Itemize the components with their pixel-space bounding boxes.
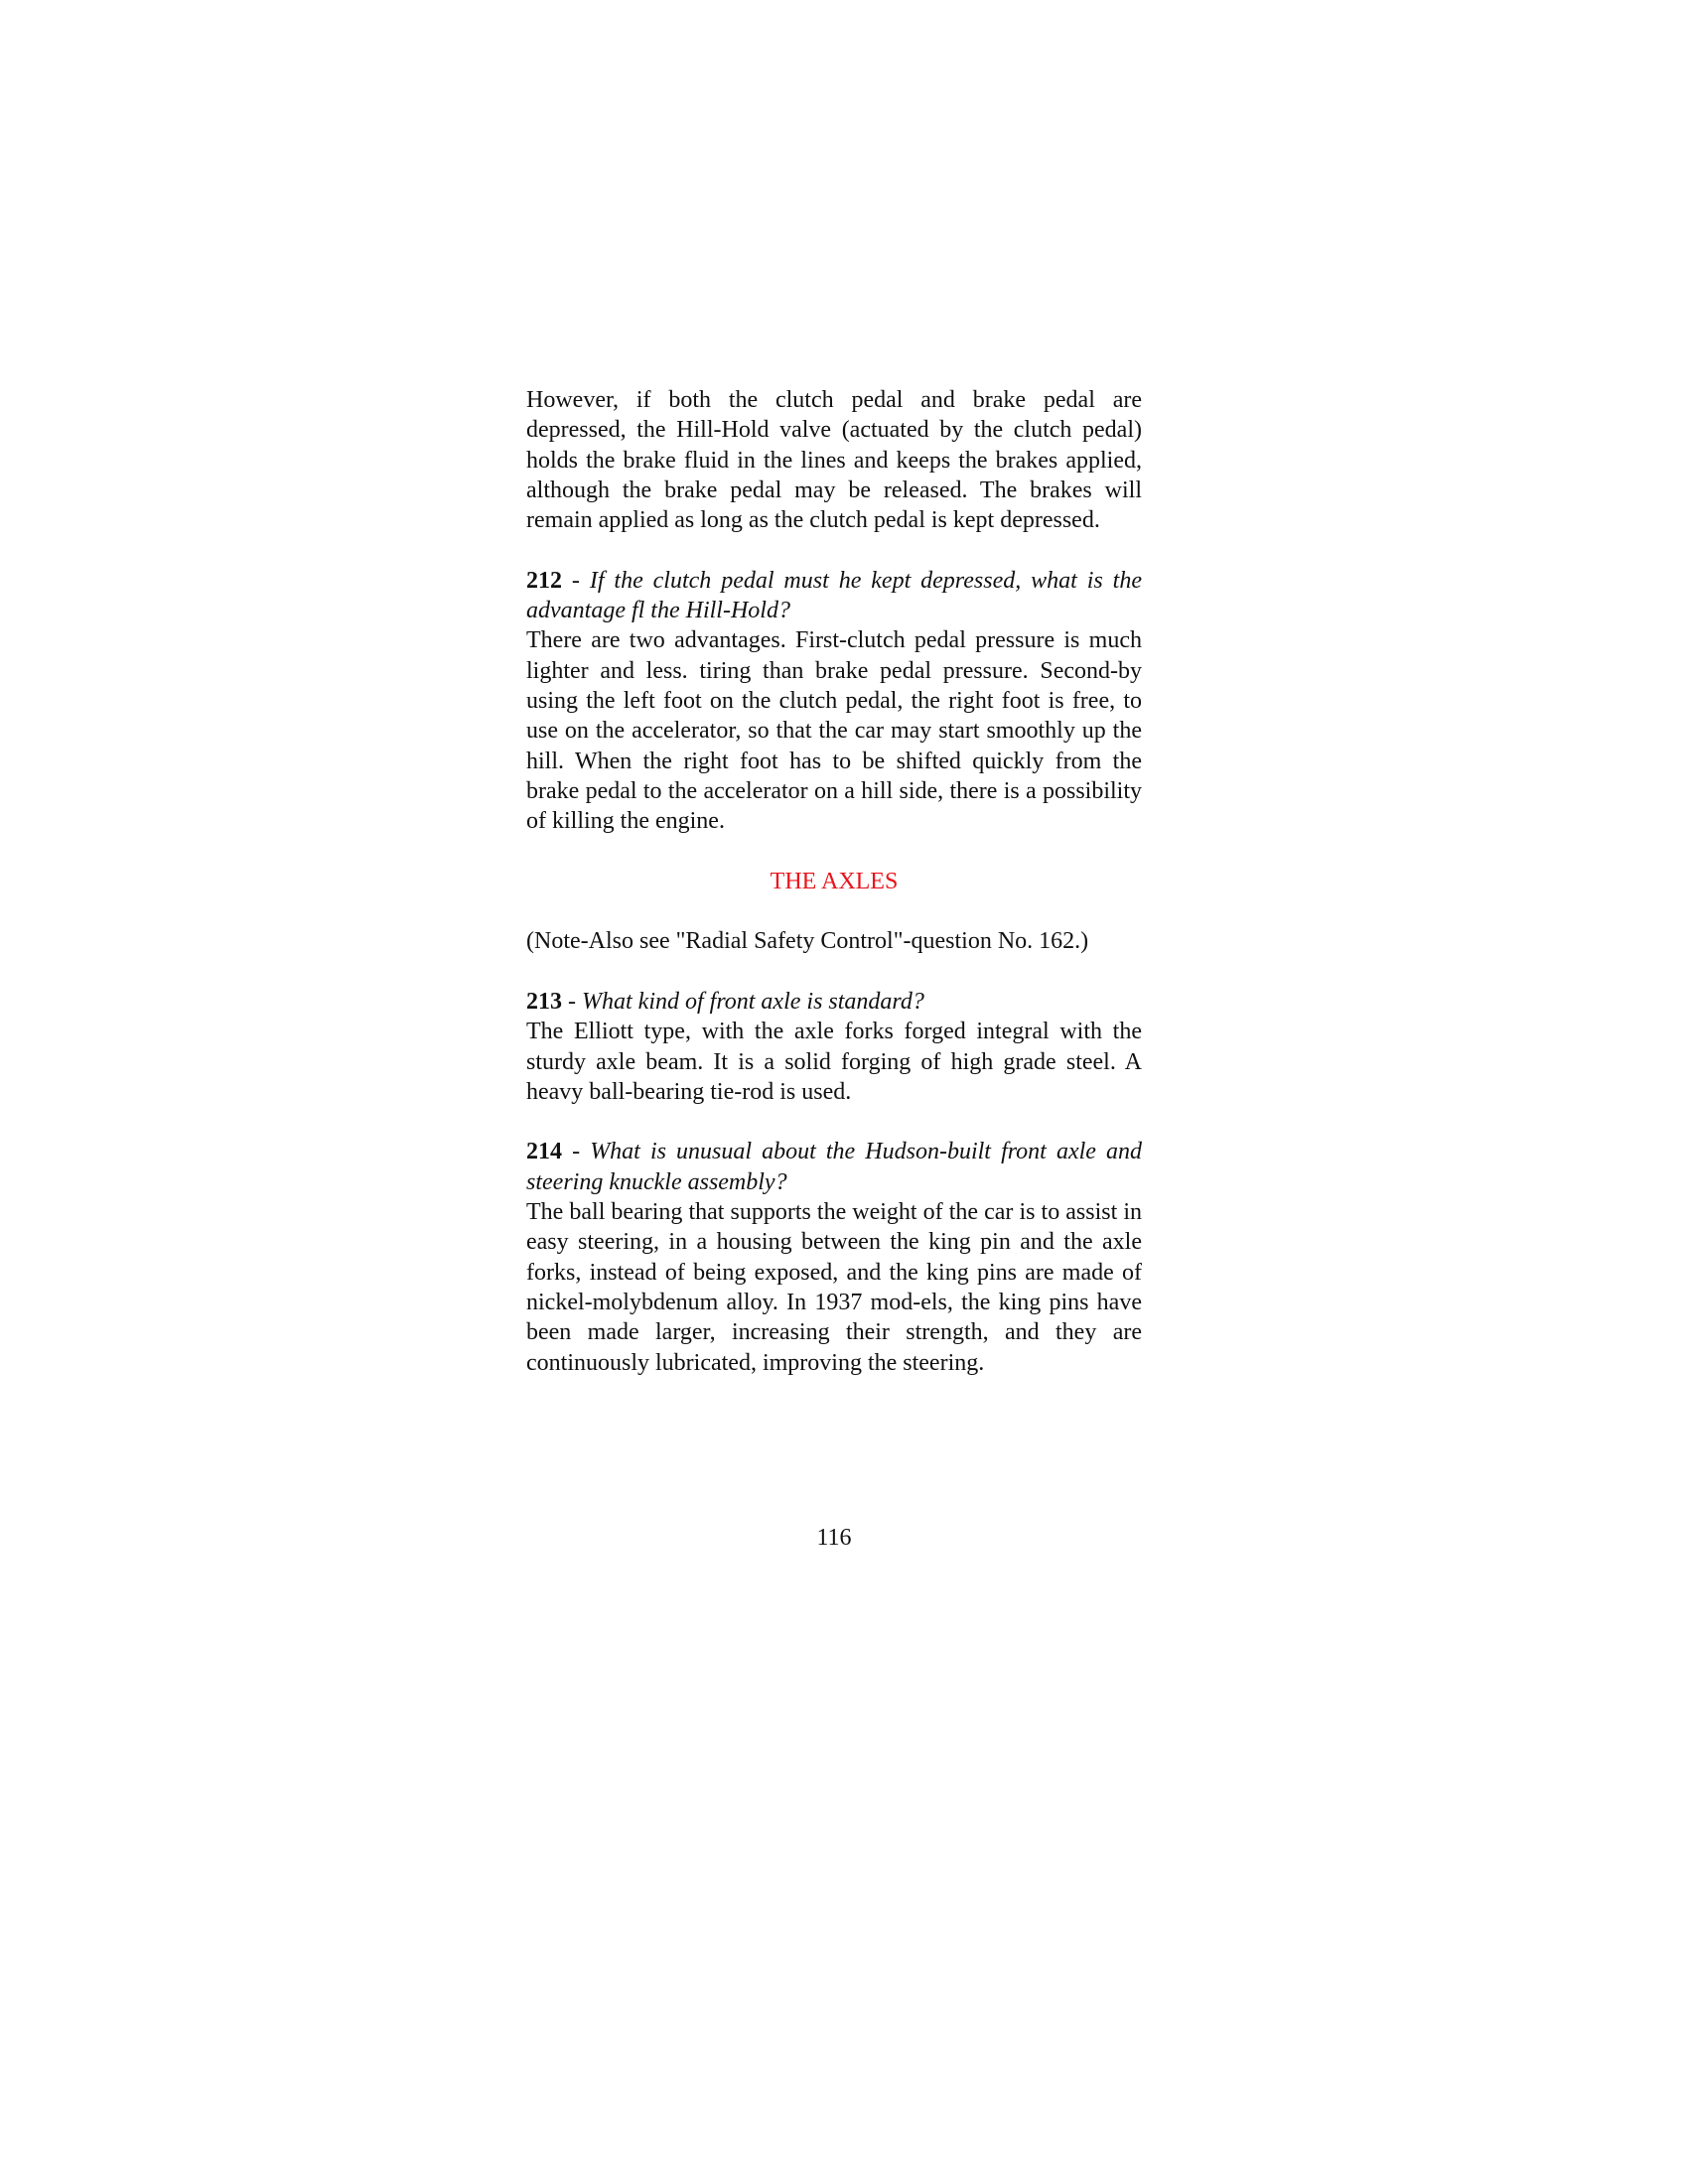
question-number: 214 [526,1139,562,1165]
answer-213: The Elliott type, with the axle forks forged integral with the sturdy axle beam. It is a solid forging of high grade steel. A heavy ball-bearing tie-rod is used. [526,1019,1142,1105]
question-text: What is unusual about the Hudson-built front axle and steering knuckle assembly? [526,1139,1143,1195]
intro-paragraph: However, if both the clutch pedal and brake pedal are depressed, the Hill-Hold valve (actuated by the clutch pedal) holds the brake fluid in the lines and keeps the brakes applied, although the brake pedal may be released. The brakes will remain applied as long as the clutch pedal is kept depressed. [526,387,1142,534]
question-separator: - [562,988,582,1015]
question-213 [526,987,1142,1017]
question-214 [526,1137,1142,1197]
page-body [526,385,1142,1378]
spacer [526,1107,1142,1137]
spacer [526,535,1142,565]
question-number: 212 [526,567,562,594]
answer-212: There are two advantages. First-clutch pedal pressure is much lighter and less. tiring than brake pedal pressure. Second-by using the left foot on the clutch pedal, the right foot is free, to use on the accelerator, so that the car may start smoothly up the hill. When the right foot has to be shifted quickly from the brake pedal to the accelerator on a hill side, there is a possibility of killing the engine. [526,627,1142,835]
spacer [526,957,1142,987]
spacer [526,836,1142,866]
spacer [526,896,1142,926]
section-heading: THE AXLES [770,868,899,894]
answer-214: The ball bearing that supports the weight of the car is to assist in easy steering, in a housing between the king pin and the axle forks, instead of being exposed, and the king pins are made of nickel-molybdenum alloy. In 1937 mod-els, the king pins have been made larger, increasing their strength, and they are continuously lubricated, improving the steering. [526,1199,1142,1376]
page-number: 116 [816,1525,852,1551]
question-separator: - [562,1139,591,1165]
question-212 [526,566,1142,626]
question-separator: - [562,567,590,594]
section-note: (Note-Also see "Radial Safety Control"-question No. 162.) [526,928,1089,955]
question-text: What kind of front axle is standard? [582,988,924,1015]
question-number: 213 [526,988,562,1015]
question-text: If the clutch pedal must he kept depressed, what is the advantage fl the Hill-Hold? [526,567,1142,624]
